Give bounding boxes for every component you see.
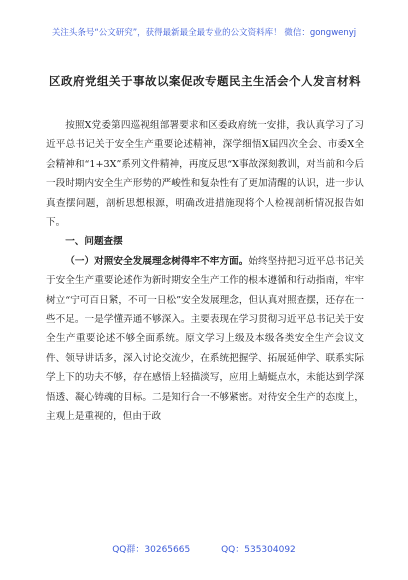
subsection-paragraph — [46, 252, 364, 427]
subsection-heading: （一）对照安全发展理念树得牢不牢方面。 — [65, 255, 249, 267]
document-title: 区政府党组关于事故以案促改专题民主生活会个人发言材料 — [49, 74, 361, 88]
subsection-text: 始终坚持把习近平总书记关于安全生产重要论述作为新时期安全生产工作的根本遵循和行动指南，牢牢树立“宁可百日紧，不可一日松”安全发展理念，但认真对照查摆，还存在一些不足。一是学懂弄通不够深入。主要表现在学习贯彻习近平总书记关于安全生产重要论述不够全面系统。原文学习上级及本级各类安全生产会议文件、领导讲话多，深入讨论交流少，在系统把握学、拓展延伸学、联系实际学上下的功夫不够，存在感悟上轻描淡写，应用上蜻蜓点水，未能达到学深悟透、凝心铸魂的目标。二是知行合一不够紧密。对待安全生产的态度上，主观上是重视的，但由于政 — [46, 255, 364, 423]
footer-qq: QQ：535304092 — [221, 545, 296, 555]
header-banner: 关注头条号“公文研究”，获得最新最全最专业的公文资料库！ 微信：gongwenyj — [51, 28, 357, 38]
section-heading: 一、问题查摆 — [65, 236, 123, 248]
intro-paragraph: 按照X党委第四巡视组部署要求和区委政府统一安排，我认真学习了习近平总书记关于安全生产重要论述精神，深学细悟X届四次全会、市委X全会精神和“1+3X”系列文件精神，再度反思“X事故深刻教训，对当前和今后一段时期内安全生产形势的严峻性和复杂性有了更加清醒的认识，进一步认真查摆问题，剖析思想根源，明确改进措施现将个人检视剖析情况报告如下。 — [46, 120, 364, 229]
footer — [0, 542, 408, 555]
document-body — [46, 116, 364, 427]
footer-qq-group: QQ群：30265665 — [112, 545, 191, 555]
